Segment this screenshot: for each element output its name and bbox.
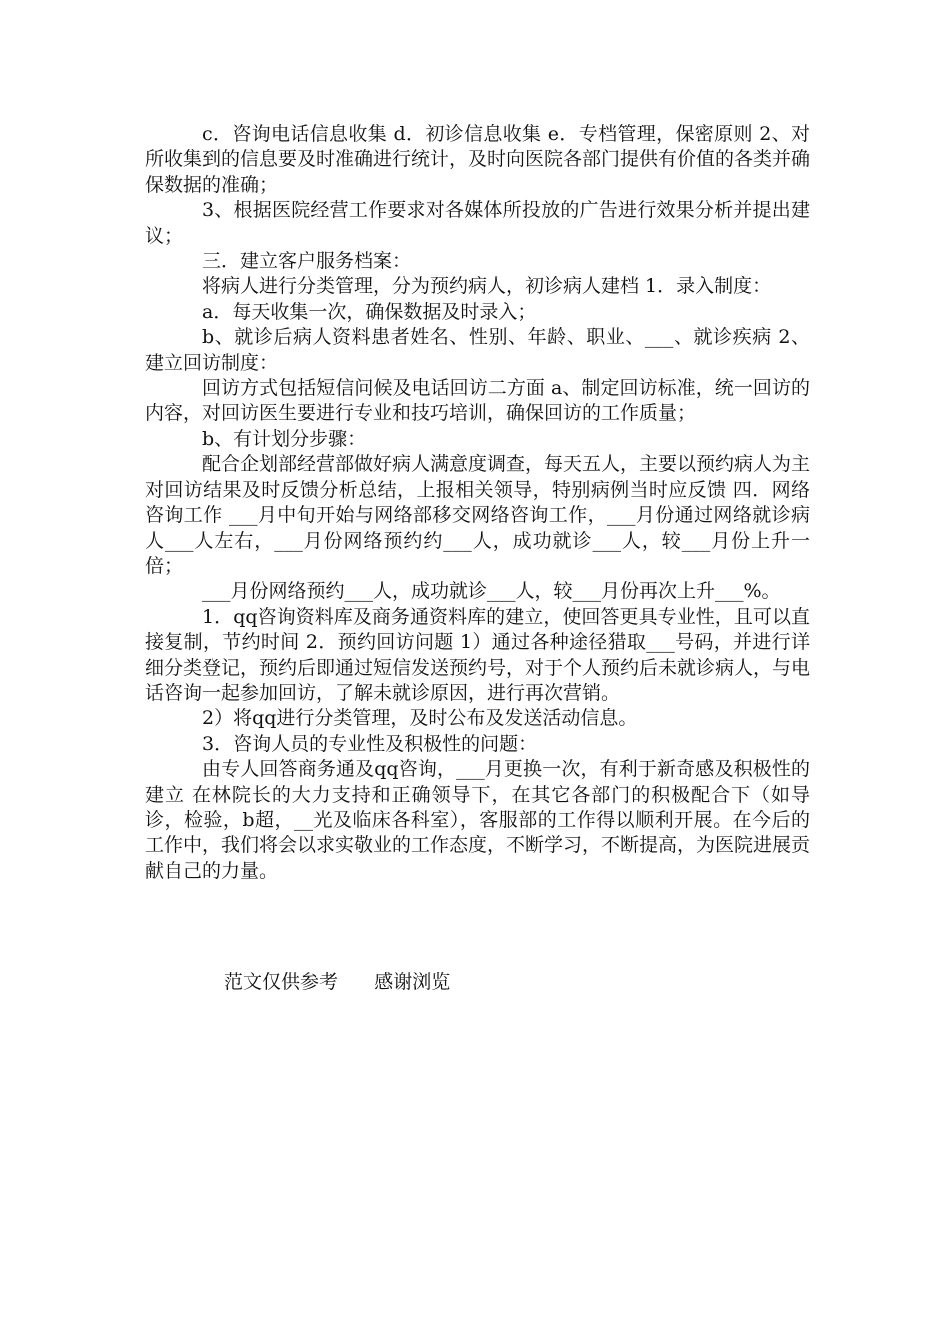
section-heading: 三．建立客户服务档案： xyxy=(202,250,412,273)
paragraph: b、有计划分步骤： xyxy=(202,427,367,450)
document-body xyxy=(145,122,810,884)
paragraph: a．每天收集一次，确保数据及时录入； xyxy=(202,300,537,323)
paragraph: 3、根据医院经营工作要求对各媒体所投放的广告进行效果分析并提出建议； xyxy=(145,199,810,247)
paragraph: ___月份网络预约___人，成功就诊___人，较___月份再次上升___%。 xyxy=(202,580,781,603)
paragraph: 1．qq咨询资料库及商务通资料库的建立，使回答更具专业性，且可以直接复制，节约时间 2．预约回访问题 1）通过各种途径猎取___号码，并进行详细分类登记，预约后即通过短信发送预约号，对于个人预约后未就诊病人，与电话咨询一起参加回访，了解未就诊原因，进行再次营销。 xyxy=(145,605,811,704)
footer-note: 范文仅供参考 感谢浏览 xyxy=(224,971,451,993)
paragraph: 回访方式包括短信问候及电话回访二方面 a、制定回访标准，统一回访的内容，对回访医生要进行专业和技巧培训，确保回访的工作质量； xyxy=(145,377,810,425)
paragraph: b、就诊后病人资料患者姓名、性别、年龄、职业、___、就诊疾病 2、建立回访制度： xyxy=(145,326,810,374)
paragraph: 2）将qq进行分类管理，及时公布及发送活动信息。 xyxy=(202,707,638,730)
paragraph: 将病人进行分类管理，分为预约病人，初诊病人建档 1．录入制度： xyxy=(202,275,772,298)
paragraph: 3．咨询人员的专业性及积极性的问题： xyxy=(202,732,538,755)
paragraph: 配合企划部经营部做好病人满意度调查，每天五人，主要以预约病人为主 对回访结果及时反馈分析总结，上报相关领导，特别病例当时应反馈 四．网络咨询工作 ___月中旬开始与网络部移交网络咨询工作，___月份通过网络就诊病人___人左右，___月份网络预约约___人，成功就诊___人，较___月份上升一倍； xyxy=(145,453,811,577)
paragraph: 由专人回答商务通及qq咨询，___月更换一次，有利于新奇感及积极性的建立 在林院长的大力支持和正确领导下，在其它各部门的积极配合下（如导诊，检验，b超，__光及临床各科室），客服部的工作得以顺利开展。在今后的工作中，我们将会以求实敬业的工作态度，不断学习，不断提高，为医院进展贡献自己的力量。 xyxy=(145,758,811,882)
paragraph: c．咨询电话信息收集 d．初诊信息收集 e．专档管理，保密原则 2、对所收集到的信息要及时准确进行统计，及时向医院各部门提供有价值的各类并确保数据的准确； xyxy=(145,123,811,196)
